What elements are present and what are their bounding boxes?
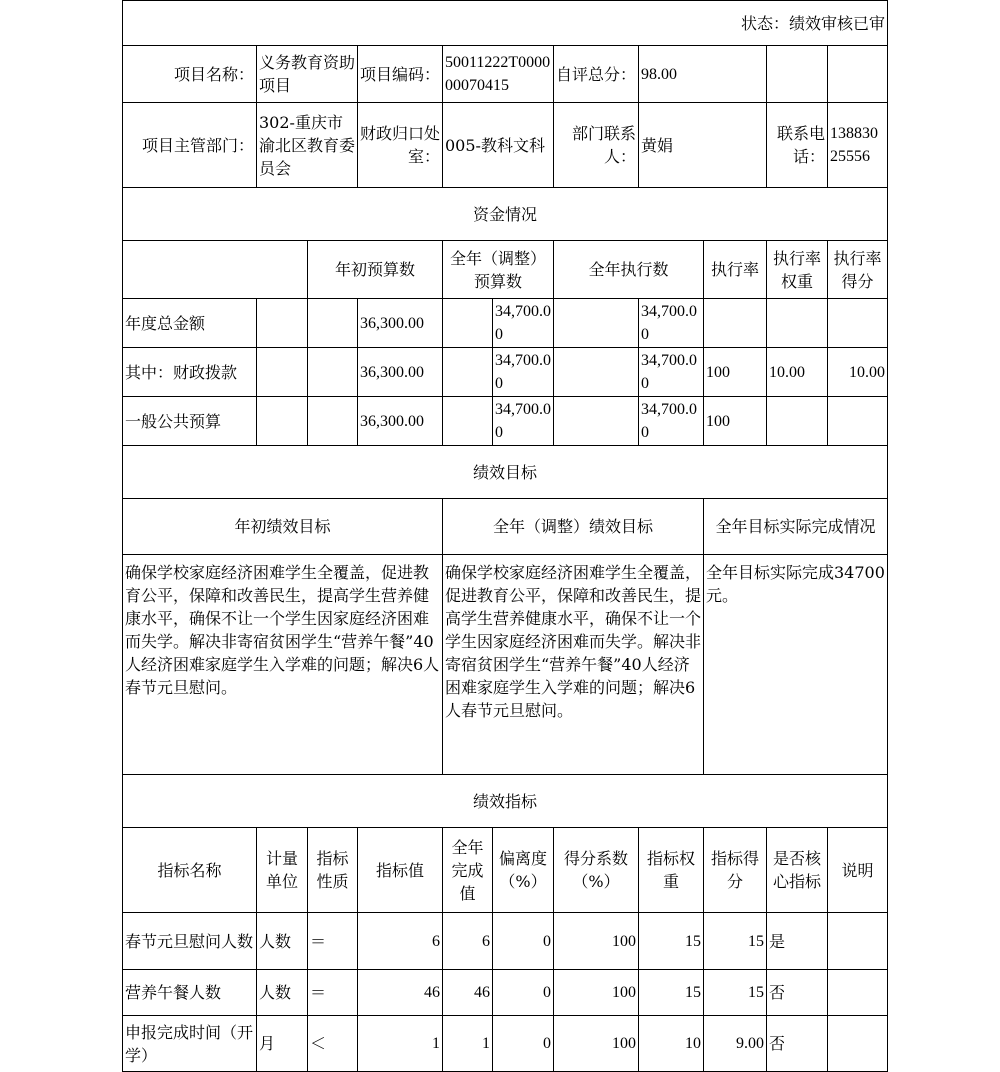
fund-name: 一般公共预算 bbox=[123, 397, 257, 446]
ind-unit: 人数 bbox=[257, 970, 308, 1016]
ind-score: 15 bbox=[704, 913, 767, 970]
ind-header-name: 指标名称 bbox=[123, 828, 257, 913]
goal-actual-text: 全年目标实际完成34700元。 bbox=[704, 555, 888, 775]
ind-deviation: 0 bbox=[493, 1016, 554, 1072]
indicator-row bbox=[123, 913, 888, 970]
ind-core: 否 bbox=[767, 970, 828, 1016]
fund-executed: 34,700.00 bbox=[639, 397, 704, 446]
ind-coef: 100 bbox=[554, 913, 639, 970]
ind-header-coef: 得分系数（%） bbox=[554, 828, 639, 913]
ind-header-unit: 计量单位 bbox=[257, 828, 308, 913]
fund-rate: 100 bbox=[704, 348, 767, 397]
project-name: 义务教育资助项目 bbox=[257, 46, 358, 103]
empty-cell bbox=[257, 397, 308, 446]
finance-office-label: 财政归口处室： bbox=[358, 103, 443, 188]
phone-label: 联系电话： bbox=[767, 103, 828, 188]
ind-coef: 100 bbox=[554, 970, 639, 1016]
fund-weight: 10.00 bbox=[767, 348, 828, 397]
ind-header-completed: 全年完成值 bbox=[443, 828, 493, 913]
ind-name: 营养午餐人数 bbox=[123, 970, 257, 1016]
phone-value: 13883025556 bbox=[828, 103, 888, 188]
status-row bbox=[123, 1, 888, 46]
goals-content-row bbox=[123, 555, 888, 775]
empty-cell bbox=[443, 299, 493, 348]
ind-deviation: 0 bbox=[493, 913, 554, 970]
empty-cell bbox=[308, 299, 358, 348]
ind-weight: 15 bbox=[639, 970, 704, 1016]
goal-adjusted-text: 确保学校家庭经济困难学生全覆盖，促进教育公平，保障和改善民生，提高学生营养健康水平，确保不让一个学生因家庭经济困难而失学。解决非寄宿贫困学生“营养午餐”40人经济困难家庭学生入学难的问题；解决6人春节元旦慰问。 bbox=[443, 555, 704, 775]
goals-header-row bbox=[123, 499, 888, 555]
indicators-header-row bbox=[123, 828, 888, 913]
empty-cell bbox=[828, 46, 888, 103]
funds-header-executed: 全年执行数 bbox=[554, 241, 704, 299]
fund-weight bbox=[767, 299, 828, 348]
ind-name: 申报完成时间（开学） bbox=[123, 1016, 257, 1072]
ind-value: 6 bbox=[358, 913, 443, 970]
fund-rate bbox=[704, 299, 767, 348]
ind-value: 1 bbox=[358, 1016, 443, 1072]
empty-cell bbox=[257, 299, 308, 348]
ind-name: 春节元旦慰问人数 bbox=[123, 913, 257, 970]
ind-header-score: 指标得分 bbox=[704, 828, 767, 913]
project-code-label: 项目编码： bbox=[358, 46, 443, 103]
ind-weight: 10 bbox=[639, 1016, 704, 1072]
fund-rate: 100 bbox=[704, 397, 767, 446]
empty-cell bbox=[308, 397, 358, 446]
ind-core: 是 bbox=[767, 913, 828, 970]
fund-score bbox=[828, 299, 888, 348]
contact-value: 黄娟 bbox=[639, 103, 767, 188]
empty-cell bbox=[443, 397, 493, 446]
goals-header-initial: 年初绩效目标 bbox=[123, 499, 443, 555]
funds-header-adjusted: 全年（调整）预算数 bbox=[443, 241, 554, 299]
goals-section-title: 绩效目标 bbox=[123, 446, 888, 499]
funds-header-rate: 执行率 bbox=[704, 241, 767, 299]
fund-score: 10.00 bbox=[828, 348, 888, 397]
ind-weight: 15 bbox=[639, 913, 704, 970]
ind-note bbox=[828, 1016, 888, 1072]
funds-header-score: 执行率得分 bbox=[828, 241, 888, 299]
ind-header-nature: 指标性质 bbox=[308, 828, 358, 913]
empty-cell bbox=[554, 397, 639, 446]
self-score: 98.00 bbox=[639, 46, 767, 103]
indicators-section-title: 绩效指标 bbox=[123, 775, 888, 828]
ind-coef: 100 bbox=[554, 1016, 639, 1072]
empty-cell bbox=[554, 348, 639, 397]
status-text: 状态：绩效审核已审 bbox=[123, 1, 888, 46]
ind-score: 9.00 bbox=[704, 1016, 767, 1072]
ind-header-value: 指标值 bbox=[358, 828, 443, 913]
project-code: 50011222T000000070415 bbox=[443, 46, 554, 103]
report-table bbox=[122, 0, 888, 1072]
contact-label: 部门联系人： bbox=[554, 103, 639, 188]
fund-name: 其中：财政拨款 bbox=[123, 348, 257, 397]
ind-completed: 46 bbox=[443, 970, 493, 1016]
ind-unit: 人数 bbox=[257, 913, 308, 970]
ind-core: 否 bbox=[767, 1016, 828, 1072]
fund-executed: 34,700.00 bbox=[639, 348, 704, 397]
empty-cell bbox=[443, 348, 493, 397]
ind-completed: 1 bbox=[443, 1016, 493, 1072]
funds-row bbox=[123, 348, 888, 397]
fund-adjusted: 34,700.00 bbox=[493, 397, 554, 446]
funds-section-row bbox=[123, 188, 888, 241]
ind-note bbox=[828, 913, 888, 970]
fund-initial: 36,300.00 bbox=[358, 299, 443, 348]
indicators-section-row bbox=[123, 775, 888, 828]
funds-row bbox=[123, 299, 888, 348]
ind-score: 15 bbox=[704, 970, 767, 1016]
fund-initial: 36,300.00 bbox=[358, 397, 443, 446]
dept-value: 302-重庆市渝北区教育委员会 bbox=[257, 103, 358, 188]
ind-nature: ＝ bbox=[308, 970, 358, 1016]
ind-header-deviation: 偏离度（%） bbox=[493, 828, 554, 913]
funds-header-weight: 执行率权重 bbox=[767, 241, 828, 299]
finance-office-value: 005-教科文科 bbox=[443, 103, 554, 188]
project-name-label: 项目名称： bbox=[123, 46, 257, 103]
empty-cell bbox=[554, 299, 639, 348]
goals-header-actual: 全年目标实际完成情况 bbox=[704, 499, 888, 555]
fund-name: 年度总金额 bbox=[123, 299, 257, 348]
fund-initial: 36,300.00 bbox=[358, 348, 443, 397]
goals-section-row bbox=[123, 446, 888, 499]
department-info-row bbox=[123, 103, 888, 188]
funds-row bbox=[123, 397, 888, 446]
empty-cell bbox=[308, 348, 358, 397]
funds-section-title: 资金情况 bbox=[123, 188, 888, 241]
ind-header-note: 说明 bbox=[828, 828, 888, 913]
goal-initial-text: 确保学校家庭经济困难学生全覆盖，促进教育公平，保障和改善民生，提高学生营养健康水平，确保不让一个学生因家庭经济困难而失学。解决非寄宿贫困学生“营养午餐”40人经济困难家庭学生入学难的问题；解决6人春节元旦慰问。 bbox=[123, 555, 443, 775]
ind-nature: ＝ bbox=[308, 913, 358, 970]
funds-header-initial: 年初预算数 bbox=[308, 241, 443, 299]
fund-weight bbox=[767, 397, 828, 446]
indicator-row bbox=[123, 1016, 888, 1072]
dept-label: 项目主管部门： bbox=[123, 103, 257, 188]
empty-cell bbox=[257, 348, 308, 397]
ind-nature: ＜ bbox=[308, 1016, 358, 1072]
ind-value: 46 bbox=[358, 970, 443, 1016]
fund-executed: 34,700.00 bbox=[639, 299, 704, 348]
performance-report bbox=[122, 0, 887, 1072]
ind-note bbox=[828, 970, 888, 1016]
project-info-row bbox=[123, 46, 888, 103]
funds-header-row bbox=[123, 241, 888, 299]
fund-adjusted: 34,700.00 bbox=[493, 299, 554, 348]
ind-unit: 月 bbox=[257, 1016, 308, 1072]
self-score-label: 自评总分： bbox=[554, 46, 639, 103]
ind-header-core: 是否核心指标 bbox=[767, 828, 828, 913]
empty-cell bbox=[767, 46, 828, 103]
ind-header-weight: 指标权重 bbox=[639, 828, 704, 913]
fund-score bbox=[828, 397, 888, 446]
goals-header-adjusted: 全年（调整）绩效目标 bbox=[443, 499, 704, 555]
empty-cell bbox=[123, 241, 308, 299]
fund-adjusted: 34,700.00 bbox=[493, 348, 554, 397]
indicator-row bbox=[123, 970, 888, 1016]
ind-completed: 6 bbox=[443, 913, 493, 970]
ind-deviation: 0 bbox=[493, 970, 554, 1016]
